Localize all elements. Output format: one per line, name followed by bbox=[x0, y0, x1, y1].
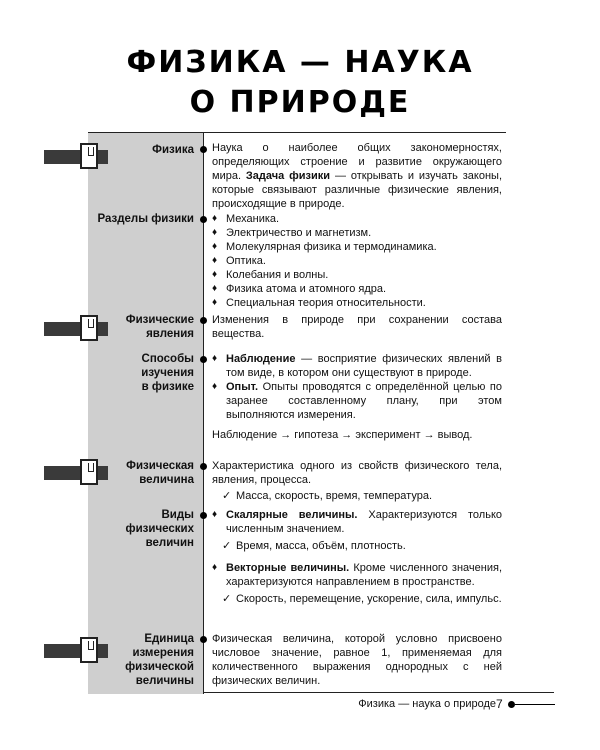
connector-dot bbox=[200, 463, 207, 470]
footer-dot bbox=[508, 701, 515, 708]
connector-dot bbox=[200, 216, 207, 223]
method-chain: Наблюдение → гипотеза → эксперимент → вывод. bbox=[212, 429, 473, 441]
top-rule bbox=[88, 132, 506, 133]
connector-dot bbox=[200, 512, 207, 519]
list-item: ♦ Колебания и волны. bbox=[212, 269, 329, 281]
definition: Изменения в природе при сохранении состава вещества. bbox=[212, 314, 502, 340]
list-item: ♦ Электричество и магнетизм. bbox=[212, 227, 372, 239]
footer-line bbox=[515, 704, 555, 705]
page-title-line-1: ФИЗИКА — НАУКА bbox=[126, 45, 474, 80]
connector-dot bbox=[200, 317, 207, 324]
term-label: Виды физических величин bbox=[125, 509, 194, 549]
definition: Характеристика одного из свойств физического тела, явления, процесса. ✓ Масса, скорость, время, температура. bbox=[212, 460, 502, 502]
list-item: ♦ Механика. bbox=[212, 213, 280, 225]
types-list bbox=[212, 508, 502, 606]
page-number: 7 bbox=[496, 697, 503, 711]
term-label: Единица измерения физической величины bbox=[125, 633, 194, 687]
term-label: Разделы физики bbox=[97, 213, 194, 225]
list-item: ♦ Оптика. bbox=[212, 255, 266, 267]
check-icon: ✓ bbox=[222, 593, 232, 605]
list-item: ♦ Специальная теория относительности. bbox=[212, 297, 426, 309]
running-title: Физика — наука о природе bbox=[358, 698, 496, 710]
term-label: Физика bbox=[152, 144, 194, 156]
connector-dot bbox=[200, 356, 207, 363]
example: ✓ Время, масса, объём, плотность. bbox=[222, 540, 406, 552]
list-item: ♦ Молекулярная физика и термодинамика. bbox=[212, 241, 437, 253]
list-item: ♦ Векторные величины. Кроме численного значения, характеризуются направлением в пространстве. bbox=[212, 562, 502, 588]
check-icon: ✓ bbox=[222, 490, 232, 502]
list-item: ♦ Наблюдение — восприятие физических явлений в том виде, в котором они существуют в природе. bbox=[212, 353, 502, 379]
term-label: Способы изучения в физике bbox=[141, 353, 194, 393]
connector-dot bbox=[200, 146, 207, 153]
term-label: Физические явления bbox=[125, 314, 194, 340]
branches-list bbox=[212, 212, 502, 310]
definition: Наука о наиболее общих закономерностях, определяющих строение и развитие окружающего мира. Задача физики — открывать и изучать законы, которые связывают различные физические явления, происходящие в природе. bbox=[212, 142, 503, 210]
example: ✓ Масса, скорость, время, температура. bbox=[222, 490, 433, 502]
page-title-line-2: О ПРИРОДЕ bbox=[189, 85, 411, 120]
list-item: ♦ Опыт. Опыты проводятся с определённой целью по заранее составленному плану, при этом выполняются измерения. bbox=[212, 381, 502, 421]
example: ✓ Скорость, перемещение, ускорение, сила, импульс. bbox=[222, 593, 502, 605]
check-icon: ✓ bbox=[222, 540, 232, 552]
term-label: Физическая величина bbox=[126, 460, 194, 486]
list-item: ♦ Скалярные величины. Характеризуются только численным значением. bbox=[212, 509, 502, 535]
definition: Физическая величина, которой условно присвоено числовое значение, равное 1, применяемая для количественного выражения однородных с ней физических величин. bbox=[212, 633, 502, 687]
list-item: ♦ Физика атома и атомного ядра. bbox=[212, 283, 387, 295]
methods-list bbox=[212, 352, 502, 442]
connector-dot bbox=[200, 636, 207, 643]
footer-rule bbox=[204, 692, 554, 693]
